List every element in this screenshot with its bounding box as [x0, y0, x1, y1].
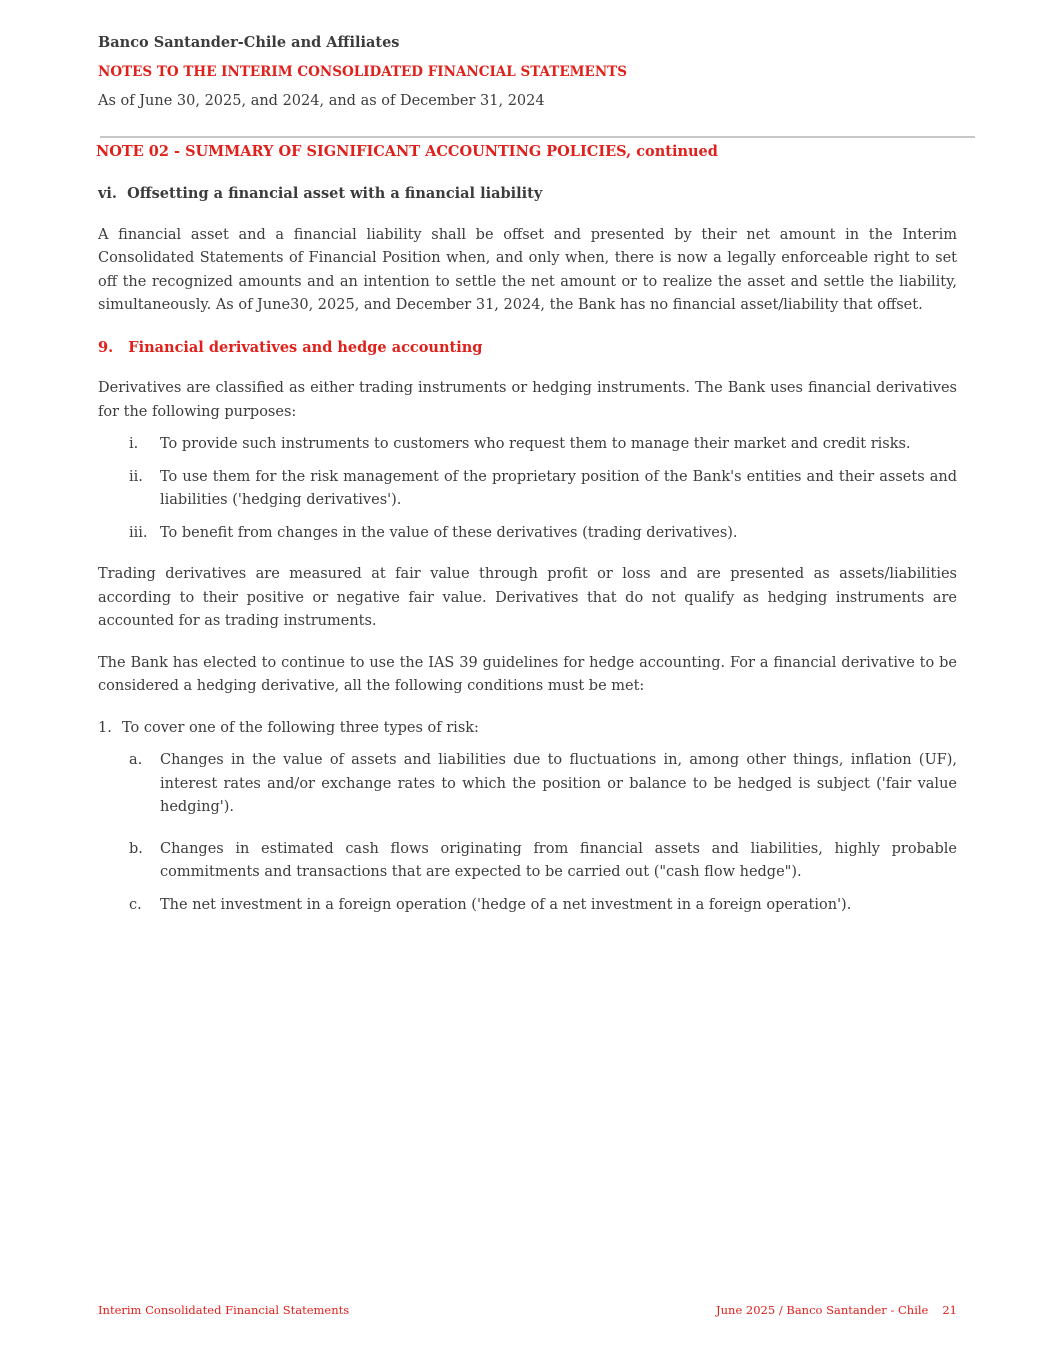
main-content [98, 182, 957, 917]
page-number: 21 [942, 1303, 957, 1317]
condition-item [98, 717, 957, 741]
list-marker: i. [129, 436, 139, 452]
list-item-text: Changes in the value of assets and liabilities due to fluctuations in, among other things, inflation (UF), interest rates and/or exchange rates to which the position or balance to be hedged is subject ('fair value hedging'). [160, 752, 957, 815]
risk-type-item [98, 749, 957, 820]
purpose-item [98, 433, 957, 457]
purpose-item [98, 522, 957, 546]
list-item-text: The net investment in a foreign operation ('hedge of a net investment in a foreign operation'). [160, 896, 852, 913]
section-9-heading: 9. Financial derivatives and hedge accounting [98, 338, 483, 356]
condition-text: To cover one of the following three types of risk: [122, 719, 479, 736]
section-9-intro: Derivatives are classified as either trading instruments or hedging instruments. The Bank uses financial derivatives for the following purposes: [98, 380, 957, 420]
trading-paragraph: Trading derivatives are measured at fair value through profit or loss and are presented as assets/liabilities according to their positive or negative fair value. Derivatives that do not qualify as hedging instruments are accounted for as trading instruments. [98, 566, 957, 629]
company-name: Banco Santander-Chile and Affiliates [98, 34, 400, 51]
purpose-item [98, 466, 957, 513]
list-marker: b. [129, 840, 143, 857]
footer-left: Interim Consolidated Financial Statements [98, 1303, 350, 1317]
list-marker: a. [129, 752, 143, 768]
list-item-text: To benefit from changes in the value of these derivatives (trading derivatives). [160, 524, 738, 541]
list-marker: iii. [129, 524, 148, 541]
section-vi-heading: vi. Offsetting a financial asset with a financial liability [98, 185, 543, 202]
condition-marker: 1. [98, 719, 112, 736]
footer-publication: June 2025 / Banco Santander - Chile [716, 1303, 929, 1317]
ias-paragraph: The Bank has elected to continue to use the IAS 39 guidelines for hedge accounting. For a financial derivative to be considered a hedging derivative, all the following conditions must be met: [98, 654, 957, 694]
header-divider [100, 136, 975, 138]
list-item-text: Changes in estimated cash flows originating from financial assets and liabilities, highly probable commitments and transactions that are expected to be carried out ("cash flow hedge"). [160, 840, 957, 880]
footer-right [716, 1303, 957, 1317]
section-vi-paragraph: A financial asset and a financial liability shall be offset and presented by their net amount in the Interim Consolidated Statements of Financial Position when, and only when, there is now a legally enforceable right to set off the recognized amounts and an intention to settle the net amount or to realize the asset and settle the liability, simultaneously. As of June30, 2025, and December 31, 2024, the Bank has no financial asset/liability that offset. [98, 226, 957, 313]
list-item-text: To provide such instruments to customers who request them to manage their market and credit risks. [160, 436, 911, 452]
list-marker: c. [129, 896, 142, 913]
risk-type-item [98, 838, 957, 885]
notes-title: NOTES TO THE INTERIM CONSOLIDATED FINANCIAL STATEMENTS [98, 64, 627, 80]
risk-type-item [98, 894, 957, 918]
list-item-text: To use them for the risk management of the proprietary position of the Bank's entities and their assets and liabilities ('hedging derivatives'). [160, 468, 957, 508]
note-title: NOTE 02 - SUMMARY OF SIGNIFICANT ACCOUNTING POLICIES, continued [96, 143, 718, 160]
list-marker: ii. [129, 468, 143, 485]
date-line: As of June 30, 2025, and 2024, and as of December 31, 2024 [98, 93, 545, 109]
